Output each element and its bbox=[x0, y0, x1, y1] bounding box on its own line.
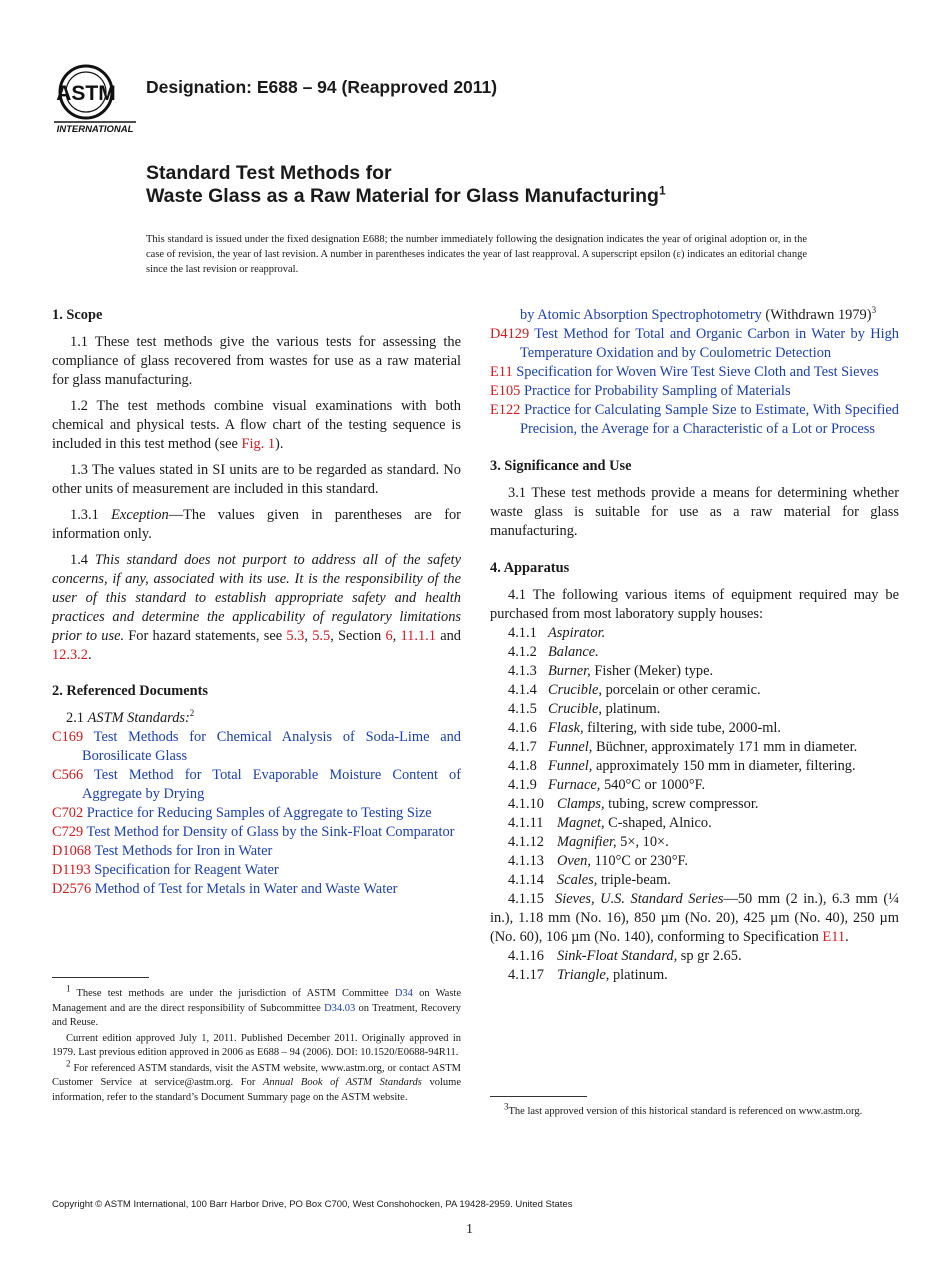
logo-text: ASTM bbox=[56, 82, 116, 105]
referenced-standards-list-cont bbox=[490, 325, 899, 439]
item-name: Flask, bbox=[548, 720, 584, 736]
sep: , bbox=[392, 628, 401, 644]
ref-item bbox=[490, 325, 899, 363]
footnote-1-edition: Current edition approved July 1, 2011. Published December 2011. Originally approved in 1979. Last previous edition approved in 2006 as E688 – 94 (2006). DOI: 10.1520/E0688-94R11. bbox=[52, 1032, 461, 1058]
apparatus-item bbox=[508, 738, 899, 757]
footnote-2-mark: 2 bbox=[66, 1058, 71, 1068]
apparatus-item bbox=[508, 871, 899, 890]
left-column bbox=[52, 306, 461, 899]
footnote-1-mark: 1 bbox=[66, 983, 71, 994]
footnote-rule-right bbox=[490, 1096, 587, 1097]
page-number: 1 bbox=[466, 1222, 473, 1237]
section-heading-significance: 3. Significance and Use bbox=[490, 458, 632, 474]
link-11-1-1[interactable]: 11.1.1 bbox=[400, 628, 436, 644]
item-name: Aspirator. bbox=[548, 625, 606, 641]
item-number: 4.1.10 bbox=[508, 796, 544, 812]
para-1-4-num: 1.4 bbox=[70, 552, 95, 568]
para-1-4 bbox=[52, 551, 461, 665]
item-number: 4.1.9 bbox=[508, 777, 537, 793]
para-2-1-italic: ASTM Standards: bbox=[87, 710, 190, 726]
item-number: 4.1.5 bbox=[508, 701, 537, 717]
item-text: platinum. bbox=[601, 701, 661, 717]
item-name: Burner, bbox=[548, 663, 591, 679]
footnote-1-text-b: on Waste Management and are the direct responsibility of Subcommittee bbox=[52, 988, 461, 1014]
footnotes-left bbox=[52, 983, 462, 1106]
para-3-1: 3.1 These test methods provide a means for determining whether waste glass is suitable for use as a raw material for glass manufacturing. bbox=[490, 485, 899, 539]
item-text: 5×, 10×. bbox=[616, 834, 669, 850]
item-name: Oven, bbox=[557, 853, 591, 869]
apparatus-item bbox=[508, 966, 899, 985]
sep: , bbox=[304, 628, 313, 644]
item-name: Balance. bbox=[548, 644, 599, 660]
ref-code-link[interactable]: E122 bbox=[490, 402, 521, 418]
footnote-2 bbox=[52, 1058, 462, 1106]
item-name: Magnet, bbox=[557, 815, 605, 831]
copyright-notice: Copyright © ASTM International, 100 Barr Harbor Drive, PO Box C700, West Conshohocken, PA 19428-2959. United States bbox=[52, 1199, 573, 1210]
ref-code-link[interactable]: E105 bbox=[490, 383, 521, 399]
item-name: Funnel, bbox=[548, 739, 593, 755]
link-12-3-2[interactable]: 12.3.2 bbox=[52, 647, 88, 663]
footnote-3-mark: 3 bbox=[504, 1101, 509, 1112]
item-number: 4.1.6 bbox=[508, 720, 537, 736]
item-name: Crucible, bbox=[548, 701, 602, 717]
item-number: 4.1.8 bbox=[508, 758, 537, 774]
apparatus-item bbox=[508, 700, 899, 719]
item-number: 4.1.14 bbox=[508, 872, 544, 888]
apparatus-item bbox=[508, 719, 899, 738]
item-number: 4.1.4 bbox=[508, 682, 537, 698]
apparatus-item bbox=[508, 776, 899, 795]
footnote-1-text: These test methods are under the jurisdiction of ASTM Committee bbox=[76, 988, 395, 999]
footnote-mark-3: 3 bbox=[871, 305, 877, 316]
item-number: 4.1.13 bbox=[508, 853, 544, 869]
para-1-3-1-italic: Exception bbox=[111, 507, 169, 523]
item-number: 4.1.15 bbox=[508, 891, 544, 907]
item-name: Crucible, bbox=[548, 682, 602, 698]
item-number: 4.1.2 bbox=[508, 644, 537, 660]
section-heading-scope: 1. Scope bbox=[52, 307, 103, 323]
apparatus-item bbox=[508, 643, 899, 662]
footnote-3 bbox=[490, 1101, 899, 1120]
ref-title-link[interactable]: Specification for Reagent Water bbox=[94, 862, 279, 878]
footnote-2-italic: Annual Book of ASTM Standards bbox=[262, 1077, 422, 1088]
apparatus-list bbox=[490, 624, 899, 890]
ref-code-link[interactable]: D1193 bbox=[52, 862, 91, 878]
footnote-1 bbox=[52, 983, 461, 1031]
ref-code-link[interactable]: C729 bbox=[52, 824, 84, 840]
ref-title-link[interactable]: Practice for Calculating Sample Size to Estimate, With Specified Precision, the Average for a Characteristic of a Lot or Process bbox=[520, 402, 900, 437]
item-text: —50 mm (2 in.), 6.3 mm (¼ in.), 1.18 mm (No. 16), 850 µm (No. 20), 425 µm (No. 40), 250 µm (No. 60), 106 µm (No. 140), conforming to Specification bbox=[490, 891, 899, 945]
apparatus-item bbox=[508, 681, 899, 700]
item-number: 4.1.7 bbox=[508, 739, 537, 755]
item-number: 4.1.11 bbox=[508, 815, 544, 831]
apparatus-item bbox=[508, 624, 899, 643]
item-number: 4.1.1 bbox=[508, 625, 537, 641]
apparatus-item bbox=[508, 757, 899, 776]
ref-item bbox=[52, 880, 461, 899]
ref-code-link[interactable]: D2576 bbox=[52, 881, 92, 897]
link-5-5[interactable]: 5.5 bbox=[312, 628, 331, 644]
footnote-2-text-b: volume information, refer to the standard’s Document Summary page on the ASTM website. bbox=[52, 1077, 461, 1103]
ref-title-link[interactable]: Specification for Woven Wire Test Sieve Cloth and Test Sieves bbox=[516, 364, 879, 380]
item-name: Scales, bbox=[557, 872, 598, 888]
footnote-2-text: For referenced ASTM standards, visit the ASTM website, www.astm.org, or contact ASTM Customer Service at service@astm.org. For bbox=[52, 1062, 462, 1088]
ref-item bbox=[52, 766, 461, 804]
para-4-1: 4.1 The following various items of equipment required may be purchased from most laboratory supply houses: bbox=[490, 587, 899, 622]
ref-item bbox=[52, 804, 461, 823]
ref-code-link[interactable]: E11 bbox=[490, 364, 513, 380]
ref-title-link[interactable]: Test Method for Total and Organic Carbon in Water by High Temperature Oxidation and by Coulometric Detection bbox=[520, 326, 899, 361]
para-1-3-1-text: —The values given in parentheses are for information only. bbox=[52, 507, 461, 542]
item-name: Funnel, bbox=[548, 758, 593, 774]
item-number: 4.1.12 bbox=[508, 834, 544, 850]
right-column bbox=[490, 306, 899, 985]
intro-note: This standard is issued under the fixed designation E688; the number immediately following the designation indicates the year of original adoption or, in the case of revision, the year of last revision. A number in parentheses indicates the year of last reapproval. A superscript epsilon (ε) indicates an editorial change since the last revision or reapproval. bbox=[146, 234, 807, 275]
link-d34[interactable]: D34 bbox=[394, 988, 413, 999]
item-text: porcelain or other ceramic. bbox=[601, 682, 761, 698]
ref-code-link[interactable]: D4129 bbox=[490, 326, 530, 342]
sep: and bbox=[435, 628, 461, 644]
item-end: . bbox=[845, 929, 849, 945]
astm-logo-graphic bbox=[52, 62, 138, 138]
para-1-2-end: ). bbox=[275, 436, 284, 452]
footnote-1-text-c: on Treatment, Recovery and Reuse. bbox=[52, 1002, 461, 1028]
item-name: Clamps, bbox=[557, 796, 605, 812]
item-text: sp gr 2.65. bbox=[677, 948, 742, 964]
para-1-2 bbox=[52, 397, 461, 454]
ref-code-link[interactable]: C566 bbox=[52, 767, 84, 783]
ref-d2576-title-cont[interactable]: by Atomic Absorption Spectrophotometry bbox=[520, 307, 762, 323]
link-e11[interactable]: E11 bbox=[822, 929, 846, 945]
para-2-1 bbox=[66, 709, 461, 728]
apparatus-item bbox=[508, 795, 899, 814]
item-number: 4.1.17 bbox=[508, 967, 544, 983]
item-name: Sieves, U.S. Standard Series bbox=[555, 891, 724, 907]
para-1-3: 1.3 The values stated in SI units are to be regarded as standard. No other units of measurement are included in this standard. bbox=[52, 462, 461, 497]
ref-title-link[interactable]: Test Method for Total Evaporable Moisture Content of Aggregate by Drying bbox=[82, 767, 461, 802]
ref-title-link[interactable]: Test Methods for Iron in Water bbox=[94, 843, 273, 859]
ref-item bbox=[52, 842, 461, 861]
designation: Designation: E688 – 94 (Reapproved 2011) bbox=[146, 77, 498, 97]
ref-item bbox=[490, 401, 899, 439]
apparatus-item bbox=[508, 662, 899, 681]
item-text: 540°C or 1000°F. bbox=[600, 777, 706, 793]
link-5-3[interactable]: 5.3 bbox=[286, 628, 305, 644]
title-line-2 bbox=[146, 185, 666, 208]
ref-title-link[interactable]: Test Method for Density of Glass by the Sink-Float Comparator bbox=[86, 824, 455, 840]
item-name: Triangle, bbox=[557, 967, 610, 983]
para-1-2-text: 1.2 The test methods combine visual examinations with both chemical and physical tests. A flow chart of the testing sequence is included in this test method (see bbox=[52, 398, 461, 452]
title-footnote-mark: 1 bbox=[658, 183, 666, 198]
apparatus-list-end bbox=[490, 947, 899, 985]
para-1-4-italic: This standard does not purport to address all of the safety concerns, if any, associated with its use. It is the responsibility of the user of this standard to establish appropriate safety and health practices and determine the applicability of regulatory limitations prior to use. bbox=[52, 552, 461, 644]
section-heading-apparatus: 4. Apparatus bbox=[490, 560, 570, 576]
item-number: 4.1.3 bbox=[508, 663, 537, 679]
ref-title-link[interactable]: Test Methods for Chemical Analysis of Soda-Lime and Borosilicate Glass bbox=[82, 729, 462, 764]
apparatus-item bbox=[508, 852, 899, 871]
ref-item bbox=[52, 861, 461, 880]
footnote-mark-2: 2 bbox=[189, 708, 195, 719]
item-name: Sink-Float Standard, bbox=[557, 948, 678, 964]
ref-title-link[interactable]: Practice for Reducing Samples of Aggregate to Testing Size bbox=[86, 805, 432, 821]
astm-logo bbox=[52, 62, 138, 138]
referenced-standards-list bbox=[52, 728, 461, 899]
ref-item bbox=[52, 823, 461, 842]
item-name: Magnifier, bbox=[557, 834, 617, 850]
item-text: platinum. bbox=[609, 967, 668, 983]
ref-item bbox=[490, 382, 899, 401]
fig-1-link[interactable]: Fig. 1 bbox=[241, 436, 276, 452]
footnote-rule-left bbox=[52, 977, 149, 978]
ref-item bbox=[490, 363, 899, 382]
para-2-1-num: 2.1 bbox=[66, 710, 88, 726]
para-1-1: 1.1 These test methods give the various tests for assessing the compliance of glass recovered from wastes for use as a raw material for glass manufacturing. bbox=[52, 334, 461, 388]
apparatus-item-4-1-15 bbox=[490, 890, 899, 947]
sep: , Section bbox=[330, 628, 386, 644]
para-1-3-1-num: 1.3.1 bbox=[70, 507, 112, 523]
apparatus-item bbox=[508, 814, 899, 833]
link-d34-03[interactable]: D34.03 bbox=[324, 1002, 356, 1014]
item-name: Furnace, bbox=[548, 777, 601, 793]
item-text: approximately 150 mm in diameter, filtering. bbox=[592, 758, 856, 774]
section-heading-referenced-documents: 2. Referenced Documents bbox=[52, 683, 208, 699]
ref-code-link[interactable]: C169 bbox=[52, 729, 84, 745]
footnotes-right bbox=[490, 1101, 899, 1121]
item-number: 4.1.16 bbox=[508, 948, 544, 964]
title-line-1: Standard Test Methods for bbox=[146, 162, 392, 184]
ref-title-link[interactable]: Method of Test for Metals in Water and Waste Water bbox=[94, 881, 398, 897]
item-text: tubing, screw compressor. bbox=[604, 796, 759, 812]
item-text: filtering, with side tube, 2000-ml. bbox=[583, 720, 782, 736]
item-text: triple-beam. bbox=[597, 872, 671, 888]
sep: . bbox=[87, 647, 92, 663]
withdrawn-note: (Withdrawn 1979) bbox=[761, 307, 872, 323]
item-text: Fisher (Meker) type. bbox=[590, 663, 714, 679]
item-text: C-shaped, Alnico. bbox=[604, 815, 712, 831]
link-section-6[interactable]: 6 bbox=[385, 628, 393, 644]
ref-d2576-continued bbox=[520, 306, 899, 325]
item-text: 110°C or 230°F. bbox=[590, 853, 688, 869]
footnote-3-text: The last approved version of this historical standard is referenced on www.astm.org. bbox=[508, 1106, 863, 1117]
para-1-4-text: For hazard statements, see bbox=[124, 628, 287, 644]
ref-code-link[interactable]: D1068 bbox=[52, 843, 92, 859]
ref-title-link[interactable]: Practice for Probability Sampling of Materials bbox=[524, 383, 791, 399]
ref-code-link[interactable]: C702 bbox=[52, 805, 84, 821]
logo-subtext: INTERNATIONAL bbox=[56, 124, 134, 135]
item-text: Büchner, approximately 171 mm in diameter. bbox=[592, 739, 858, 755]
ref-item bbox=[52, 728, 461, 766]
title-line-2-text: Waste Glass as a Raw Material for Glass Manufacturing bbox=[146, 185, 659, 207]
para-1-3-1 bbox=[52, 506, 461, 544]
apparatus-item bbox=[508, 947, 899, 966]
apparatus-item bbox=[508, 833, 899, 852]
